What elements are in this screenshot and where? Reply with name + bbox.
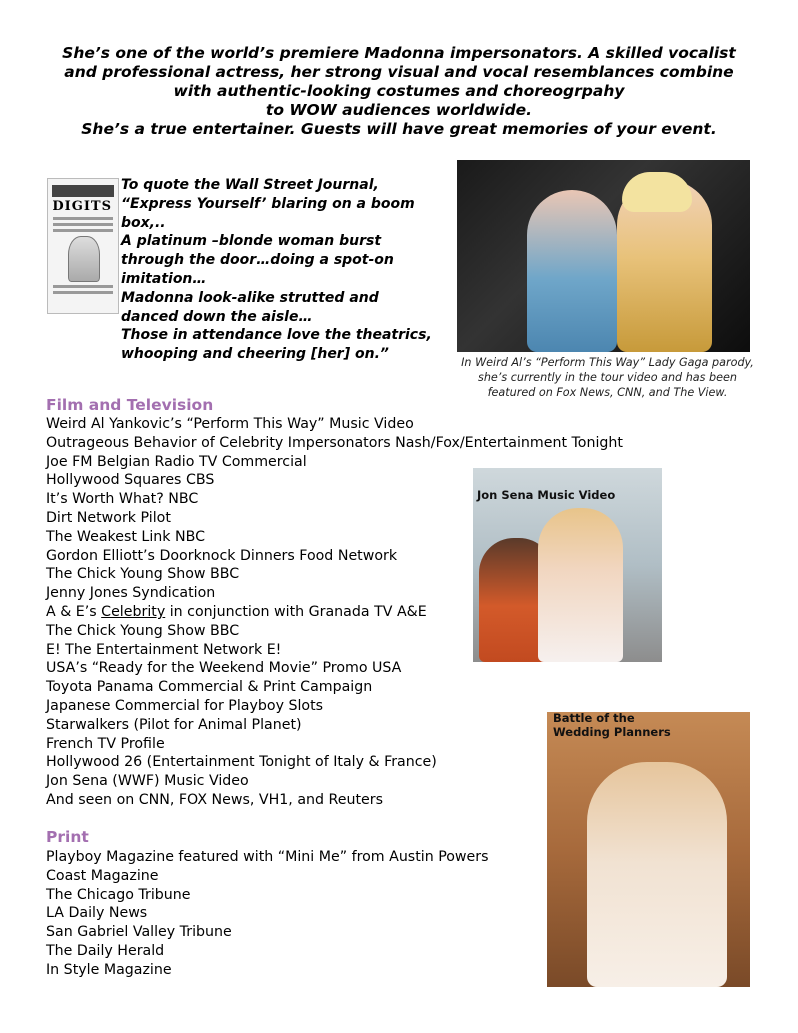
list-item: Weird Al Yankovic’s “Perform This Way” Music Video: [46, 416, 414, 432]
list-item: Toyota Panama Commercial & Print Campaign: [46, 679, 373, 696]
list-item: Outrageous Behavior of Celebrity Impersonators Nash/Fox/Entertainment Tonight: [46, 434, 623, 451]
list-item: The Chick Young Show BBC: [46, 566, 240, 583]
quote-line: To quote the Wall Street Journal,: [121, 177, 379, 193]
gaga-parody-photo: [457, 160, 750, 352]
caption-line: In Weird Al’s “Perform This Way” Lady Gaga parody,: [461, 356, 754, 369]
wsj-digits-heading: DIGITS: [52, 199, 112, 214]
wsj-text-line: [53, 217, 113, 220]
print-list: [46, 848, 489, 980]
list-item: Jon Sena (WWF) Music Video: [46, 773, 249, 790]
wsj-text-line: [53, 285, 113, 288]
wedding-planners-photo: [547, 712, 750, 987]
list-item: Hollywood Squares CBS: [46, 472, 215, 489]
jon-sena-photo-label: Jon Sena Music Video: [477, 488, 616, 502]
quote-line: “Express Yourself’ blaring on a boom: [121, 195, 415, 212]
celebrity-suffix: in conjunction with Granada TV A&E: [165, 603, 427, 620]
label-line: Wedding Planners: [553, 724, 671, 739]
list-item: Playboy Magazine featured with “Mini Me” from Austin Powers: [46, 849, 489, 865]
list-item: It’s Worth What? NBC: [46, 491, 199, 508]
quote-line: whooping and cheering [her] on.”: [121, 346, 389, 363]
intro-line: She’s one of the world’s premiere Madonna impersonators. A skilled vocalist: [62, 44, 736, 62]
wedding-photo-label: [553, 712, 743, 739]
wsj-quote: [121, 176, 461, 364]
list-item: Starwalkers (Pilot for Animal Planet): [46, 716, 302, 733]
list-item: Jenny Jones Syndication: [46, 585, 216, 602]
wsj-text-line: [53, 229, 113, 232]
list-item: San Gabriel Valley Tribune: [46, 924, 232, 941]
label-line: Battle of the: [553, 712, 635, 725]
quote-line: box,..: [121, 214, 166, 231]
list-item: Hollywood 26 (Entertainment Tonight of Italy & France): [46, 754, 437, 771]
caption-line: featured on Fox News, CNN, and The View.: [487, 386, 728, 399]
list-item: Coast Magazine: [46, 867, 159, 884]
list-item: The Chick Young Show BBC: [46, 622, 240, 639]
list-item: And seen on CNN, FOX News, VH1, and Reuters: [46, 791, 383, 808]
intro-line: to WOW audiences worldwide.: [265, 101, 533, 119]
quote-line: Those in attendance love the theatrics,: [121, 327, 432, 344]
list-item: Joe FM Belgian Radio TV Commercial: [46, 453, 307, 470]
wsj-text-line: [53, 291, 113, 294]
list-item: French TV Profile: [46, 735, 165, 752]
blonde-hair-shape: [622, 172, 692, 212]
list-item: The Chicago Tribune: [46, 886, 191, 903]
jon-sena-music-video-photo: [473, 468, 662, 662]
list-item: The Daily Herald: [46, 942, 165, 959]
list-item: The Weakest Link NBC: [46, 528, 205, 545]
wsj-masthead: [52, 185, 114, 197]
quote-line: danced down the aisle…: [121, 308, 313, 325]
list-item: USA’s “Ready for the Weekend Movie” Promo USA: [46, 660, 402, 677]
film-tv-heading: Film and Television: [46, 396, 214, 414]
performer-figure: [538, 508, 623, 662]
wsj-text-line: [53, 223, 113, 226]
list-item: Gordon Elliott’s Doorknock Dinners Food Network: [46, 547, 398, 564]
list-item: E! The Entertainment Network E!: [46, 641, 282, 658]
intro-line: She’s a true entertainer. Guests will have great memories of your event.: [81, 120, 717, 138]
quote-line: imitation…: [121, 270, 207, 287]
list-item: Dirt Network Pilot: [46, 509, 171, 526]
list-item: In Style Magazine: [46, 961, 172, 978]
caption-line: she’s currently in the tour video and has been: [478, 371, 737, 384]
list-item: Japanese Commercial for Playboy Slots: [46, 697, 324, 714]
quote-line: through the door…doing a spot-on: [121, 252, 394, 269]
intro-line: and professional actress, her strong visual and vocal resemblances combine: [64, 63, 734, 81]
gaga-photo-caption: [455, 355, 760, 400]
quote-line: A platinum –blonde woman burst: [121, 233, 382, 250]
quote-line: Madonna look-alike strutted and: [121, 289, 379, 306]
celebrity-prefix: A & E’s: [46, 603, 102, 620]
print-heading: Print: [46, 828, 89, 846]
celebrity-underlined-title: Celebrity: [101, 603, 166, 620]
performer-figure: [527, 190, 617, 352]
wsj-clipping-image: [47, 178, 119, 314]
wsj-figure-illustration: [68, 236, 100, 282]
intro-paragraph: [30, 44, 768, 139]
performer-figure: [587, 762, 727, 987]
list-item: LA Daily News: [46, 905, 148, 922]
intro-line: with authentic-looking costumes and choreogrpahy: [173, 82, 625, 100]
